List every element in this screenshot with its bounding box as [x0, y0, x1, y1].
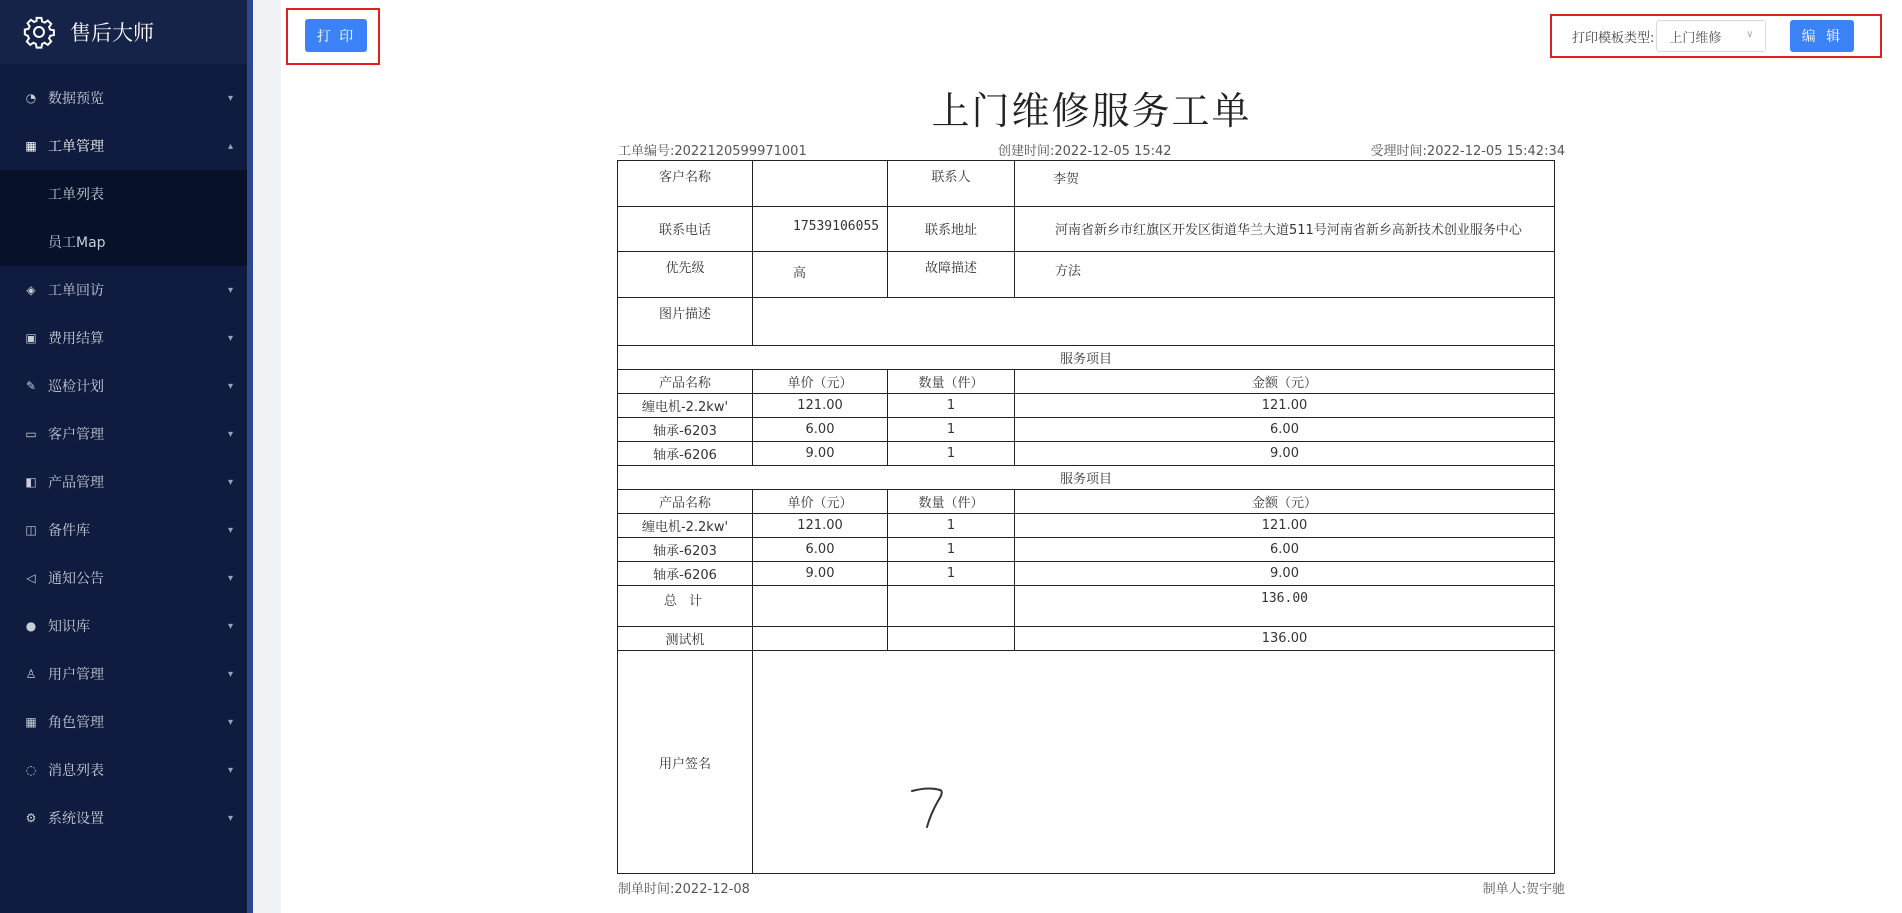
table-row: [618, 394, 1555, 418]
wallet-icon: ▣: [25, 331, 37, 345]
section-title: 服务项目: [618, 346, 1555, 370]
user-icon: ♙: [25, 667, 37, 681]
column-header: 产品名称: [618, 490, 753, 514]
sidebar-item-label: 数据预览: [48, 91, 104, 107]
quantity: 1: [888, 418, 1015, 442]
app-logo[interactable]: [0, 0, 253, 64]
sidebar-item-products[interactable]: [0, 458, 253, 506]
edit-button[interactable]: 编 辑: [1790, 20, 1854, 52]
fault-label: 故障描述: [888, 252, 1015, 298]
amount: 6.00: [1015, 418, 1555, 442]
image-area: [753, 298, 1555, 346]
product-name: 轴承-6206: [618, 442, 753, 466]
sidebar-item-label: 工单回访: [48, 283, 104, 299]
extra-value: 136.00: [1015, 627, 1555, 651]
sidebar-item-label: 知识库: [48, 619, 90, 635]
chevron-down-icon: ▾: [227, 668, 233, 680]
wrench-icon: ✎: [25, 379, 37, 393]
unit-price: 9.00: [753, 442, 888, 466]
section-title: 服务项目: [618, 466, 1555, 490]
column-header: 数量（件）: [888, 490, 1015, 514]
quantity: 1: [888, 562, 1015, 586]
column-header: 单价（元）: [753, 370, 888, 394]
footer-date: 制单时间:2022-12-08: [618, 882, 750, 897]
priority-value: 高: [753, 252, 888, 298]
amount: 121.00: [1015, 514, 1555, 538]
customer-value: [753, 161, 888, 207]
chat-icon: ◌: [25, 763, 37, 777]
table-row: [618, 562, 1555, 586]
sidebar-item-billing[interactable]: [0, 314, 253, 362]
chevron-down-icon: ▾: [227, 92, 233, 104]
unit-price: 121.00: [753, 514, 888, 538]
image-label: 图片描述: [618, 298, 753, 346]
sidebar-item-label: 备件库: [48, 523, 90, 539]
megaphone-icon: ◁: [26, 571, 36, 585]
sidebar-item-data-preview[interactable]: [0, 74, 253, 122]
template-type-select[interactable]: [1656, 20, 1766, 52]
sidebar-item-messages[interactable]: [0, 746, 253, 794]
signature-label: 用户签名: [618, 651, 753, 874]
sidebar-item-customers[interactable]: [0, 410, 253, 458]
empty-cell: [753, 586, 888, 627]
chevron-down-icon: ▾: [227, 332, 233, 344]
address-label: 联系地址: [888, 207, 1015, 252]
amount: 9.00: [1015, 442, 1555, 466]
unit-price: 121.00: [753, 394, 888, 418]
sidebar-item-inspection[interactable]: [0, 362, 253, 410]
sidebar-item-label: 系统设置: [48, 811, 104, 827]
contact-label: 联系人: [888, 161, 1015, 207]
address-value: 河南省新乡市红旗区开发区街道华兰大道511号河南省新乡高新技术创业服务中心: [1015, 207, 1555, 252]
amount: 121.00: [1015, 394, 1555, 418]
chevron-up-icon: ▴: [227, 140, 233, 152]
extra-label: 测试机: [618, 627, 753, 651]
sidebar-item-label: 工单管理: [48, 139, 104, 155]
empty-cell: [753, 627, 888, 651]
sidebar-item-revisit[interactable]: [0, 266, 253, 314]
chevron-down-icon: ▾: [227, 476, 233, 488]
column-header: 单价（元）: [753, 490, 888, 514]
briefcase-icon: ◧: [25, 475, 37, 489]
empty-cell: [888, 627, 1015, 651]
sidebar-item-work-orders[interactable]: [0, 122, 253, 170]
sidebar-menu: [0, 74, 253, 842]
chevron-down-icon: ▾: [227, 716, 233, 728]
amount: 9.00: [1015, 562, 1555, 586]
grid-icon: ▦: [25, 139, 37, 153]
total-label: 总 计: [618, 586, 753, 627]
column-header: 产品名称: [618, 370, 753, 394]
gear-logo-icon: [22, 15, 56, 49]
priority-label: 优先级: [618, 252, 753, 298]
sidebar-item-label: 角色管理: [48, 715, 104, 731]
empty-cell: [888, 586, 1015, 627]
product-name: 缠电机-2.2kw': [618, 514, 753, 538]
box-icon: ◫: [25, 523, 37, 537]
table-row: [618, 418, 1555, 442]
quantity: 1: [888, 394, 1015, 418]
phone-value: 17539106055: [753, 207, 888, 252]
chevron-down-icon: ▾: [227, 572, 233, 584]
phone-label: 联系电话: [618, 207, 753, 252]
total-value: 136.00: [1015, 586, 1555, 627]
print-highlight: [286, 8, 380, 65]
sidebar-item-spare-parts[interactable]: [0, 506, 253, 554]
sidebar-item-label: 产品管理: [48, 475, 104, 491]
table-row: [618, 514, 1555, 538]
chevron-down-icon: ▾: [227, 812, 233, 824]
quantity: 1: [888, 538, 1015, 562]
chevron-down-icon: ▾: [227, 524, 233, 536]
sidebar-item-label: 费用结算: [48, 331, 104, 347]
unit-price: 9.00: [753, 562, 888, 586]
order-number: 工单编号:2022120599971001: [618, 144, 807, 159]
signature-stroke-icon: [910, 781, 950, 831]
footer-maker: 制单人:贺宇驰: [1482, 882, 1565, 897]
grid-icon: ▦: [25, 715, 37, 729]
column-header: 金额（元）: [1015, 370, 1555, 394]
quantity: 1: [888, 442, 1015, 466]
sidebar-item-roles[interactable]: [0, 698, 253, 746]
table-row: [618, 538, 1555, 562]
gear-icon: ⚙: [25, 811, 37, 825]
sidebar-item-users[interactable]: [0, 650, 253, 698]
accepted-time: 受理时间:2022-12-05 15:42:34: [1370, 144, 1565, 159]
fault-value: 方法: [1015, 252, 1555, 298]
submenu-work-orders: [0, 170, 253, 266]
amount: 6.00: [1015, 538, 1555, 562]
tag-icon: ◈: [26, 283, 36, 297]
main-content: [281, 0, 1902, 913]
sidebar-subitem-staff-map[interactable]: 员工Map: [48, 235, 106, 251]
github-icon: ●: [25, 619, 37, 633]
sidebar-subitem-order-list[interactable]: 工单列表: [48, 187, 104, 203]
customer-label: 客户名称: [618, 161, 753, 207]
quantity: 1: [888, 514, 1015, 538]
template-type-value: 上门维修: [1669, 30, 1722, 46]
chevron-down-icon: ▾: [227, 764, 233, 776]
product-name: 轴承-6203: [618, 418, 753, 442]
work-order-table: [617, 160, 1555, 874]
sidebar-item-label: 用户管理: [48, 667, 104, 683]
sidebar-item-label: 消息列表: [48, 763, 104, 779]
chevron-down-icon: ▾: [227, 620, 233, 632]
print-button[interactable]: 打 印: [305, 19, 367, 52]
app-title: 售后大师: [70, 21, 154, 45]
column-header: 数量（件）: [888, 370, 1015, 394]
sidebar-item-label: 巡检计划: [48, 379, 104, 395]
sidebar-item-knowledge[interactable]: [0, 602, 253, 650]
sidebar-item-settings[interactable]: [0, 794, 253, 842]
chevron-down-icon: ▾: [227, 380, 233, 392]
sidebar-item-label: 客户管理: [48, 427, 104, 443]
chevron-down-icon: ▾: [227, 284, 233, 296]
chevron-down-icon: ▾: [227, 428, 233, 440]
unit-price: 6.00: [753, 538, 888, 562]
template-type-label: 打印模板类型:: [1572, 30, 1655, 46]
signature-area[interactable]: [753, 651, 1555, 874]
unit-price: 6.00: [753, 418, 888, 442]
chevron-down-icon: ∨: [1746, 29, 1754, 40]
column-header: 金额（元）: [1015, 490, 1555, 514]
sidebar-item-label: 通知公告: [48, 571, 104, 587]
table-row: [618, 442, 1555, 466]
product-name: 缠电机-2.2kw': [618, 394, 753, 418]
contact-value: 李贺: [1015, 161, 1555, 207]
template-toolbar: [1550, 14, 1882, 58]
product-name: 轴承-6203: [618, 538, 753, 562]
product-name: 轴承-6206: [618, 562, 753, 586]
created-time: 创建时间:2022-12-05 15:42: [998, 144, 1172, 159]
sidebar: [0, 0, 253, 913]
sidebar-item-notices[interactable]: [0, 554, 253, 602]
dashboard-icon: ◔: [25, 91, 37, 105]
id-card-icon: ▭: [25, 427, 37, 441]
document-title: 上门维修服务工单: [931, 89, 1252, 133]
